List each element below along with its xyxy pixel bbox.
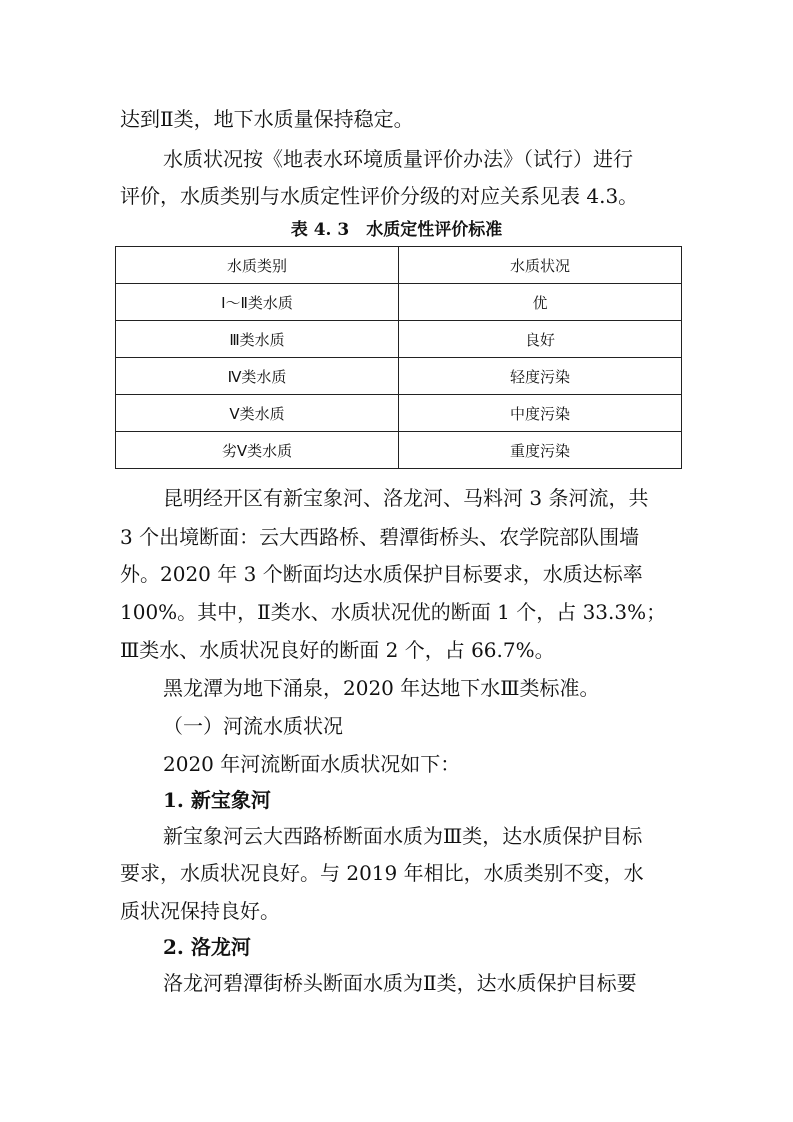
paragraph-line: 评价，水质类别与水质定性评价分级的对应关系见表 4.3。 (120, 184, 639, 208)
table-row (116, 284, 682, 321)
paragraph-line: 昆明经开区有新宝象河、洛龙河、马料河 3 条河流，共 (163, 486, 649, 510)
water-quality-table (115, 246, 682, 469)
paragraph-line: 外。2020 年 3 个断面均达水质保护目标要求，水质达标率 (120, 562, 643, 586)
paragraph-line: 要求，水质状况良好。与 2019 年相比，水质类别不变，水 (120, 861, 644, 885)
table-cell: 优 (399, 284, 682, 321)
table-row (116, 432, 682, 469)
table-cell: Ⅲ类水质 (116, 321, 399, 358)
paragraph-line: 3 个出境断面：云大西路桥、碧潭街桥头、农学院部队围墙 (120, 525, 640, 549)
table-cell: Ⅰ～Ⅱ类水质 (116, 284, 399, 321)
table-row (116, 358, 682, 395)
table-cell: 劣Ⅴ类水质 (116, 432, 399, 469)
table-row (116, 321, 682, 358)
paragraph-line: 2020 年河流断面水质状况如下： (163, 752, 461, 776)
paragraph-line: 黑龙潭为地下涌泉，2020 年达地下水Ⅲ类标准。 (163, 676, 600, 700)
paragraph-line: 新宝象河云大西路桥断面水质为Ⅲ类，达水质保护目标 (163, 824, 643, 848)
paragraph-line: 质状况保持良好。 (120, 899, 280, 923)
table-cell: Ⅴ类水质 (116, 395, 399, 432)
table-row (116, 395, 682, 432)
table-cell: 中度污染 (399, 395, 682, 432)
table-caption: 表 4. 3 水质定性评价标准 (290, 220, 503, 240)
table-cell: 良好 (399, 321, 682, 358)
paragraph-line: 洛龙河碧潭街桥头断面水质为Ⅱ类，达水质保护目标要 (163, 971, 637, 995)
table-cell: 轻度污染 (399, 358, 682, 395)
column-header-category: 水质类别 (116, 247, 399, 284)
subheading-xinbaoxiang-river: 1. 新宝象河 (163, 788, 271, 812)
subheading-luolong-river: 2. 洛龙河 (163, 935, 251, 959)
paragraph-line: 达到Ⅱ类，地下水质量保持稳定。 (120, 107, 414, 131)
table-cell: Ⅳ类水质 (116, 358, 399, 395)
table-header-row (116, 247, 682, 284)
paragraph-line: Ⅲ类水、水质状况良好的断面 2 个，占 66.7%。 (120, 638, 555, 662)
table-cell: 重度污染 (399, 432, 682, 469)
paragraph-line: 水质状况按《地表水环境质量评价办法》（试行）进行 (163, 147, 633, 171)
section-heading: （一）河流水质状况 (163, 714, 343, 738)
paragraph-line: 100%。其中，Ⅱ类水、水质状况优的断面 1 个，占 33.3%； (120, 600, 667, 624)
column-header-status: 水质状况 (399, 247, 682, 284)
